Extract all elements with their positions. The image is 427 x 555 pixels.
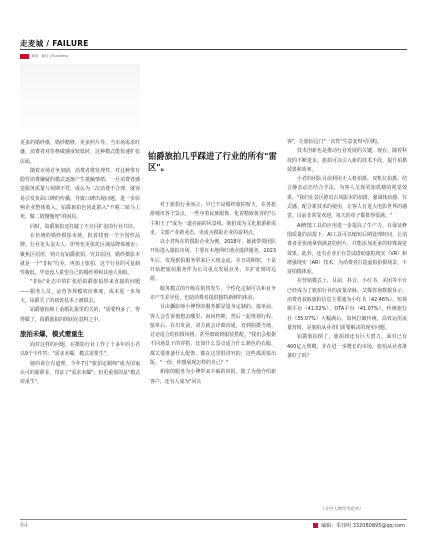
paragraph: 在传统的婚纱摄影市场，批着找到一个全国性品牌，行业龙头金夫人、伊势也更依托区域品牌体城市；聚焦区招形，则只有铂爵旅拍，究其原因，婚纱摄影本就是一个"非标"行业，再加上旅拍，这个行业的可复制性极低，毕竟没人希望自己的婚纱照和其他人相似。 xyxy=(20,232,140,277)
header-rule xyxy=(20,49,407,50)
section-tag-block xyxy=(20,54,29,59)
author-note: （文中人物均为化名） xyxy=(320,507,363,512)
column-left xyxy=(20,139,140,387)
editor-line: 编辑：朱伟明 332080895@qq.com xyxy=(321,523,405,529)
subheading: 旅拍未爆，模式需重生 xyxy=(20,329,84,338)
section-tag-text: B财 · 商评 | Business xyxy=(32,53,69,58)
paragraph: 铂爵旅拍倒了，旅拍却还有巨大潜力。面对已有400亿元规模，并在进一步增长的市场，旅拍从业者准备好了吗？ xyxy=(287,334,407,359)
faded-photo xyxy=(20,64,140,134)
paragraph: 技术创新也是推动行业发展的关键。现在，随着科技的不断进步，旅拍可以引入新的技术手段，提升拍摄效果和效率。 xyxy=(287,148,407,173)
footer-editor xyxy=(313,522,405,529)
paragraph: 小君的团队目前利用无人机拍摄、双机位拍摄、结合静态动态结合手法，为客人呈现更加震撼的视觉效果。"我们在景区推出古风版本的拍摄，强调体验感、仪式感，配合新技术的使用，让客人有进入电影世界的感觉。目前非常受欢迎，每天的单子都排得很满。" xyxy=(287,176,407,220)
column-right xyxy=(287,138,407,361)
paragraph: 目由攝影师小傅得的服务都是量身定制的。接单前，客人会告诉他想去哪里、询问档期，然后一起规划行程。接单后，在出发前，双方就会详细沟通，直到拍摄当地、讨论适合的拍摄风格，甚至细致到服装搭配。"我们会根据不同场景下的穿搭，比如什么景点适合什么颜色的衣服，都关要准备什么配饰，都在这里很讲究的，这些都需要出版。"一份：你想展现怎样的自己？" xyxy=(150,304,276,367)
paragraph: 她的说自有道理。今年7月"旅拍定制师"成为国家认可的新职业，印证了"需求未爆"，但更重要的是"模式需重生"。 xyxy=(20,360,140,386)
paragraph: 相依的服务为小傅带来丰硕的回报，除了为他介绍新客户，还有人成为"回头 xyxy=(150,369,276,385)
paragraph: 以小君所在的摄影企业为例，2018年，她就带领团队开始进入旅拍市场。主要在本地网红地点提供服务。2023年后，发现旅拍服务带来巨大现金流，并且周期短，于是开始把旅拍服务作为公司重点发展业务，并扩宽到周边游。 xyxy=(150,239,276,283)
footer-rule xyxy=(20,519,407,520)
paragraph: 面对这样的问题，在摄影行业工作了十多年的小君以9个字作答："需求未爆，模式需要生"。 xyxy=(20,341,140,358)
paragraph: 服务模式的升级在销售发生。个性化定制可以和良争差产生差异化，也助消费者提供独特新鲜的体验。 xyxy=(150,285,276,301)
pull-quote-heading: 铂爵旅拍几乎踩进了行业的所有"雷区"。 xyxy=(148,151,277,172)
paragraph: 客"，让旅拍这门"一次性"生意变得可回购。 xyxy=(287,139,382,145)
paragraph: "非标"业态中的扩张给铂爵旅拍带来直接的问题——服务人员、运营等规模效应难度，或未进一步加大，铂爵失了的初衷基本上被损去。 xyxy=(20,279,140,305)
paragraph: 对于旅拍行业而言，早已不是婚纱旅拍喧大，在各旅游城市各个景点，一些身着民族服饰，化着精致妆容的"公主和王子"成为一道亮丽的风景线。旅拍成为文化旅游新需求，文旅产业新业态，更成为摄影企业的盈利点。 xyxy=(150,202,276,236)
paragraph: AI修图工具的应用进一步提高了生产力，在保证修图质量的前提下，AI工具可以缩短后期处理时间，让消费者更快地拿到满意的照片，并能添加更多的特殊视觉效果。此外，还有企业正在尝试借助虚拟现实（VR）和增强现实（AR）技术，为消费者打造虚拟拍摄场景，丰富拍摄体验。 xyxy=(287,222,407,276)
paragraph: 铂爵旅拍和上重婚礼报里的关的，"需要得多了，得得做了，铂爵旅拍的倒闭在意料之中。 xyxy=(20,307,140,323)
paragraph: 更多的婚纱摄，婚纱精修，更多照片等。当市场需求旺盛，消费者对价格敏感度较低时，这种模式能快速扩张店面。 xyxy=(20,140,140,165)
section-tag xyxy=(20,53,68,59)
column-middle xyxy=(150,201,276,387)
paragraph: 同时，铂爵旅拍还打破了不宣目扩张的行业共识。 xyxy=(30,223,138,230)
paragraph: 在营销模式上，目前，抖音、小红书、美团等平台已经成为了旅拍行业的流量命脉。艾媒咨询数据显示，消费者获取旅拍信息主要通为小红书（42.46%）、短视频平台（41.02%）、OTA平台（41.07%）。传统旅行社（35.07%）大幅满后。如何打破传统，高效运用流量营销，是旅拍从业者们需要解决的现实问题。 xyxy=(287,278,407,331)
paragraph: 随着市场竞争加剧，消费者愈发理性，对这种带有隐性消费嫌疑的模式逐渐产生抵触情绪。一旦消费者感觉服务质量与预期不符，或认为二次消费不合理，就容易引发负面口碑的传播，导致口碑出现问题，进一步影响企业整体收入。铂爵旅拍也因此陷入"不脱二销马上死，做二销慢慢死"的困局。 xyxy=(20,167,140,221)
editor-marker xyxy=(313,523,318,528)
section-title: 走麦城 / FAILURE xyxy=(20,39,89,48)
page-number: 84 xyxy=(20,522,28,529)
